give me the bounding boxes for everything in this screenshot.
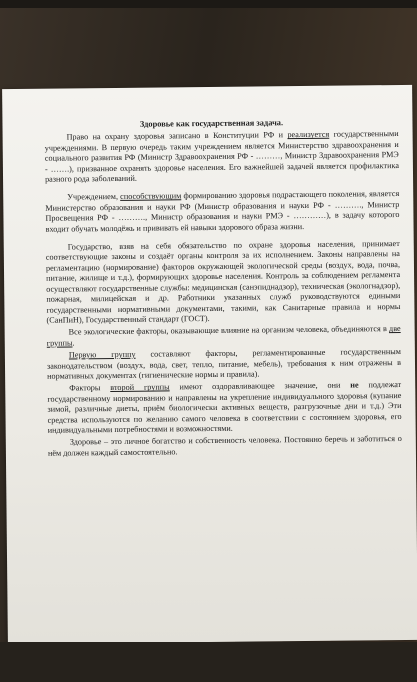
paragraph-2 bbox=[45, 189, 399, 234]
p5-underlined: Первую группу bbox=[68, 349, 136, 360]
paragraph-3: Государство, взяв на себя обязательство по охране здоровья населения, принимает соответствующие законы и создаёт органы контроля за их исполнением. Законы направлены на регламентацию (нормирование) факторов окружающей экологической среды (воздух, вода, почва, питание, жилище и т.д.), формирующих здоровье населения. Контроль за соблюдением регламента осуществляют государственные службы: медицинская (санэпиднадзор), техническая (экологнадзор), пожарная, милицейская и др. Работники указанных служб руководствуются едиными государственными нормативными документами, такими, как Санитарные правила и нормы (СанПиН), Государственный стандарт (ГОСТ). bbox=[45, 239, 401, 325]
paragraph-6 bbox=[47, 380, 402, 436]
paragraph-7: Здоровье – это личное богатство и собственность человека. Постоянно беречь и заботиться о нём должен каждый самостоятельно. bbox=[47, 434, 402, 458]
p2-underlined: способствующим bbox=[120, 191, 182, 202]
p6-bold: не bbox=[350, 380, 359, 390]
paragraph-5 bbox=[47, 347, 401, 382]
top-edge bbox=[0, 0, 417, 8]
p6-text-a: Факторы bbox=[69, 383, 111, 393]
p4-text-a: Все экологические факторы, оказывающие влияние на организм человека, объединяются в bbox=[68, 324, 390, 337]
p1-text-a: Право на охрану здоровья записано в Конституции РФ и bbox=[66, 130, 288, 142]
p5-text-b: составляют факторы, регламентированные государственным законодательством (воздух, вода, свет, тепло, питание, мебель), требования к ним отражены в нормативных документах (гигиенические нормы и правила). bbox=[46, 347, 402, 381]
p2-text-a: Учреждением, bbox=[67, 192, 121, 202]
p1-text-b: государственными учреждениями. В первую очередь таким учреждением является Министерство здравоохранения и социального развития РФ (Министр Здравоохранения РФ - ………, Министр Здравоохранения РМЭ - …….), призванное охранять здоровье населения. Его важнейшей задачей является профилактика разного рода заболеваний. bbox=[44, 129, 399, 184]
paragraph-1 bbox=[45, 129, 400, 185]
document-title: Здоровье как государственная задача. bbox=[139, 118, 284, 129]
p6-text-c: подлежат государственному нормированию и направлены на укрепление индивидуального здоровья (купание зимой, различные диеты, приём биологически активных веществ, разгрузочные дни и т.д.) Эти средства используются по желанию самого человека в соответствии с состоянием здоровья, его индивидуальными потребностями и возможностями. bbox=[47, 380, 402, 435]
paragraph-4 bbox=[47, 324, 401, 349]
p4-text-b: . bbox=[72, 338, 75, 348]
p2-text-b: формированию здоровья подрастающего поколения, является Министерство образования и науки РФ (Министр образования и науки РФ - ………., Министр Просвещения РФ - ………., Министр образования и науки РМЭ - …………), в задачу которого входит обучать молодёжь и прививать ей навыки здорового образа жизни. bbox=[45, 189, 400, 234]
bottom-edge bbox=[0, 642, 417, 682]
p4-underlined: две группы bbox=[46, 324, 401, 348]
p6-text-b: имеют оздоравливающее значение, они bbox=[169, 380, 351, 392]
paper-sheet bbox=[2, 85, 417, 644]
p6-underlined: второй группы bbox=[110, 382, 170, 393]
p1-underlined: реализуется bbox=[287, 130, 330, 140]
